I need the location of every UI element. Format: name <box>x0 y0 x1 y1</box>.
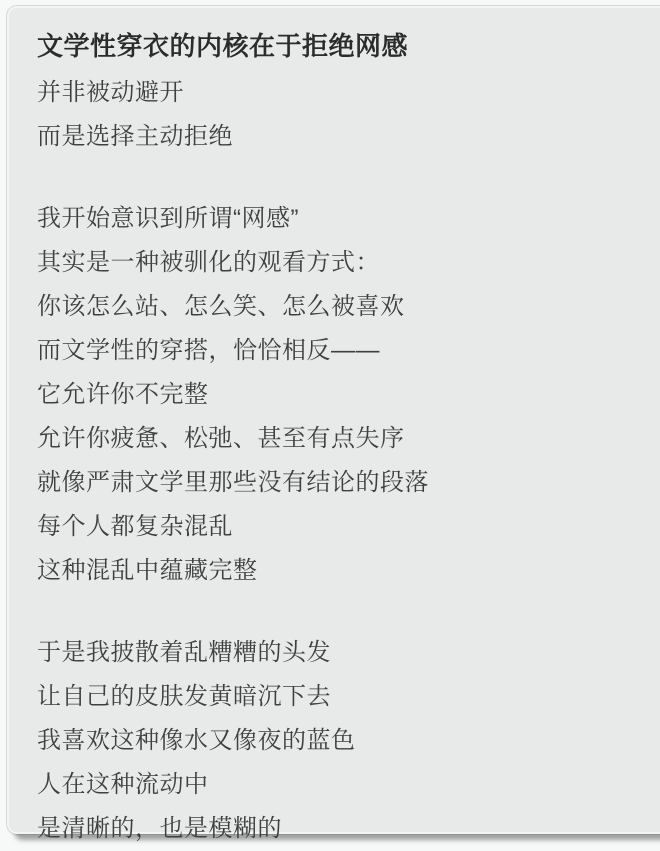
text-line: 于是我披散着乱糟糟的头发 <box>37 639 331 666</box>
text-line: 这种混乱中蕴藏完整 <box>37 557 258 584</box>
paragraph-3 <box>37 631 660 851</box>
text-line: 其实是一种被驯化的观看方式： <box>37 249 380 276</box>
text-line: 它允许你不完整 <box>37 381 209 408</box>
quote-card <box>7 6 660 842</box>
text-line: 而是选择主动拒绝 <box>37 123 233 150</box>
card-title: 文学性穿衣的内核在于拒绝网感 <box>37 31 409 61</box>
text-line: 允许你疲惫、松弛、甚至有点失序 <box>37 425 405 452</box>
text-line: 人在这种流动中 <box>37 771 209 798</box>
text-line: 我喜欢这种像水又像夜的蓝色 <box>37 727 356 754</box>
text-line: 并非被动避开 <box>37 79 184 106</box>
text-line: 就像严肃文学里那些没有结论的段落 <box>37 469 429 496</box>
paragraph-1 <box>37 71 660 159</box>
text-line: 你该怎么站、怎么笑、怎么被喜欢 <box>37 293 405 320</box>
text-line: 我开始意识到所谓“网感” <box>37 205 299 232</box>
text-line: 每个人都复杂混乱 <box>37 513 233 540</box>
text-line: 让自己的皮肤发黄暗沉下去 <box>37 683 331 710</box>
text-line: 而文学性的穿搭，恰恰相反—— <box>37 337 380 364</box>
paragraph-2 <box>37 197 660 593</box>
text-line: 是清晰的，也是模糊的 <box>37 815 282 842</box>
